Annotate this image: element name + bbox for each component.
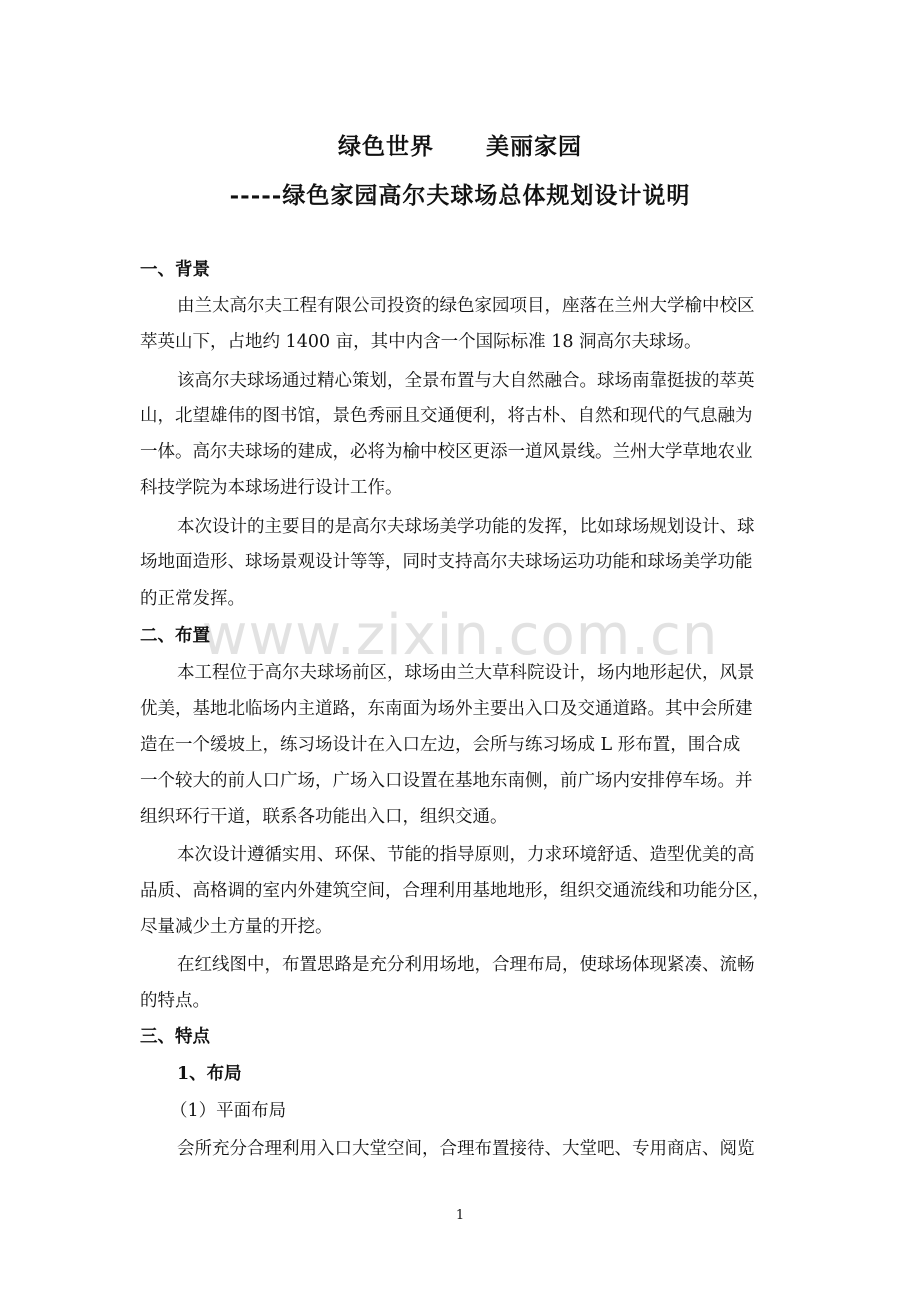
page-number: 1: [455, 1208, 465, 1223]
paragraph-line: 本次设计的主要目的是高尔夫球场美学功能的发挥，比如球场规划设计、球: [177, 517, 755, 537]
paragraph-line: 在红线图中，布置思路是充分利用场地，合理布局，使球场体现紧凑、流畅: [177, 955, 755, 975]
paragraph-line: 科技学院为本球场进行设计工作。: [140, 478, 403, 498]
paragraph-line: 会所充分合理利用入口大堂空间，合理布置接待、大堂吧、专用商店、阅览: [177, 1139, 755, 1159]
paragraph-line: 的特点。: [140, 991, 210, 1011]
section-heading-background: 一、背景: [140, 260, 210, 280]
paragraph-line: 一个较大的前人口广场，广场入口设置在基地东南侧，前广场内安排停车场。并: [140, 771, 753, 791]
section-heading-features: 三、特点: [140, 1027, 210, 1047]
document-title: [0, 128, 920, 161]
paragraph-line: 场地面造形、球场景观设计等等，同时支持高尔夫球场运功功能和球场美学功能: [140, 552, 753, 572]
paragraph-line: 的正常发挥。: [140, 589, 245, 609]
paragraph-line: 萃英山下，占地约 1400 亩，其中内含一个国际标准 18 洞高尔夫球场。: [140, 332, 702, 352]
section-heading-layout: 二、布置: [140, 626, 210, 646]
paragraph-line: 由兰太高尔夫工程有限公司投资的绿色家园项目，座落在兰州大学榆中校区: [177, 296, 755, 316]
paragraph-line: 一体。高尔夫球场的建成，必将为榆中校区更添一道风景线。兰州大学草地农业: [140, 442, 753, 462]
paragraph-line: 组织环行干道，联系各功能出入口，组织交通。: [140, 807, 508, 827]
paragraph-line: 优美，基地北临场内主道路，东南面为场外主要出入口及交通道路。其中会所建: [140, 699, 753, 719]
paragraph-line: 造在一个缓坡上，练习场设计在入口左边，会所与练习场成 L 形布置，围合成: [140, 735, 741, 755]
subheading-layout: 1、布局: [177, 1064, 242, 1084]
paragraph-line: 本工程位于高尔夫球场前区，球场由兰大草科院设计，场内地形起伏，风景: [177, 663, 755, 683]
subheading-plan-layout: （1）平面布局: [170, 1101, 287, 1121]
paragraph-line: 品质、高格调的室内外建筑空间，合理利用基地地形，组织交通流线和功能分区，: [140, 881, 770, 901]
document-subtitle: -----绿色家园高尔夫球场总体规划设计说明: [229, 182, 691, 209]
paragraph-line: 尽量减少土方量的开挖。: [140, 917, 333, 937]
title-part-1: 绿色世界: [338, 133, 434, 160]
paragraph-line: 本次设计遵循实用、环保、节能的指导原则，力求环境舒适、造型优美的高: [177, 845, 755, 865]
paragraph-line: 该高尔夫球场通过精心策划，全景布置与大自然融合。球场南靠挺拔的萃英: [177, 371, 755, 391]
watermark: www.zixin.com.cn: [201, 603, 719, 668]
title-part-2: 美丽家园: [486, 133, 582, 160]
paragraph-line: 山，北望雄伟的图书馆，景色秀丽且交通便利，将古朴、自然和现代的气息融为: [140, 406, 753, 426]
